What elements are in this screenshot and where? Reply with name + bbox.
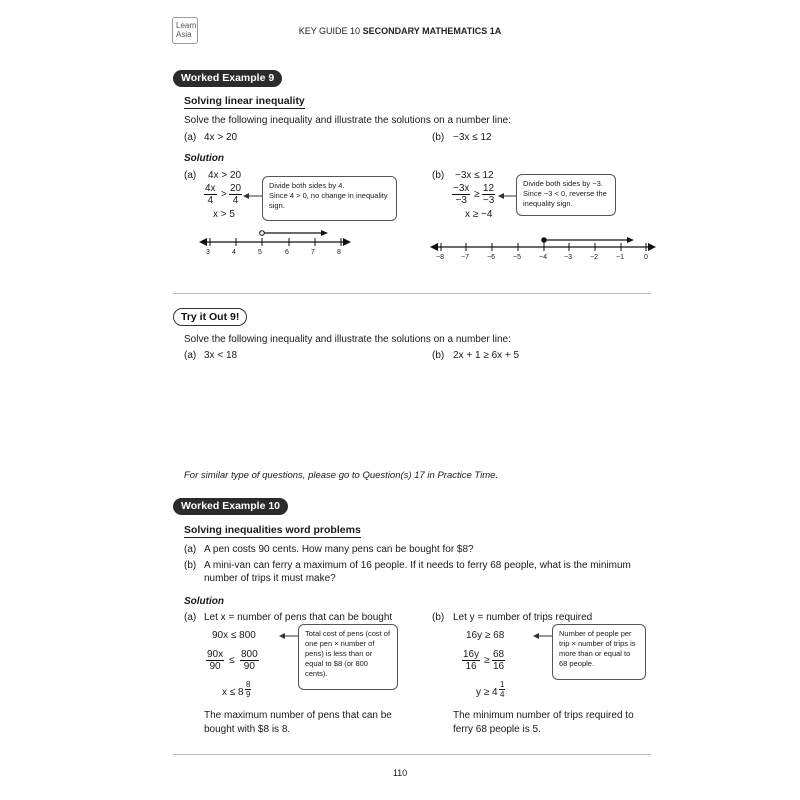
- tick-label: −1: [616, 254, 624, 261]
- we10-b-let: Let y = number of trips required: [453, 612, 593, 623]
- logo-line-2: Asia: [176, 30, 192, 39]
- we9-a-label: (a): [184, 170, 197, 181]
- fraction-numerator: 12: [483, 183, 495, 194]
- tick-label: −5: [513, 254, 521, 261]
- closed-circle-marker: [542, 238, 547, 243]
- callout-text: Divide both sides by −3.: [523, 179, 603, 188]
- try9-instruction: Solve the following inequality and illustrate the solutions on a number line:: [184, 334, 511, 345]
- fraction-numerator: 16y: [463, 649, 480, 660]
- tick-label: 4: [232, 249, 236, 256]
- we10-b-fraction-right: [492, 649, 505, 672]
- worked-example-9-badge: Worked Example 9: [173, 70, 282, 87]
- key-guide-label: KEY GUIDE 10: [298, 26, 361, 36]
- tick-label: 7: [311, 249, 315, 256]
- fraction-denominator: −3: [482, 195, 495, 206]
- we9-b-operator: ≥: [474, 189, 480, 200]
- we10-b-fraction-left: [462, 649, 480, 672]
- tick-label: 0: [644, 254, 648, 261]
- we10-b-callout: Number of people per trip × number of trips is more than or equal to 68 people.: [552, 624, 646, 680]
- we9-a-result: x > 5: [213, 209, 235, 220]
- book-title: SECONDARY MATHEMATICS 1A: [362, 26, 502, 36]
- callout-text: Divide both sides by 4.: [269, 181, 345, 190]
- we9-question-a-label: (a): [184, 132, 197, 143]
- we9-b-result: x ≥ −4: [465, 209, 493, 220]
- we9-a-line1: 4x > 20: [208, 170, 242, 181]
- we10-question-b-line2: number of trips it must make?: [204, 573, 336, 584]
- we10-a-fraction-right: [240, 649, 259, 672]
- fraction-denominator: −3: [455, 195, 467, 206]
- tick-label: −3: [564, 254, 572, 261]
- we9-solution-label: Solution: [184, 153, 224, 164]
- fraction-numerator: −3x: [453, 183, 470, 194]
- fraction-denominator: 4: [207, 195, 214, 206]
- we10-question-b-line1: A mini-van can ferry a maximum of 16 people. If it needs to ferry 68 people, what is the minimum: [204, 560, 631, 571]
- tick-label: 8: [337, 249, 341, 256]
- we9-subtitle: Solving linear inequality: [184, 95, 305, 107]
- practice-reference: For similar type of questions, please go to Question(s) 17 in Practice Time.: [184, 470, 499, 481]
- tick-label: 5: [258, 249, 262, 256]
- we10-b-result: y ≥ 4: [476, 687, 498, 698]
- fraction-denominator: 9: [246, 690, 251, 699]
- tick-label: 6: [285, 249, 289, 256]
- fraction-denominator: 16: [465, 661, 477, 672]
- page-number: 110: [392, 768, 408, 778]
- tick-label: −2: [590, 254, 598, 261]
- we10-a-result-fraction: [245, 680, 251, 699]
- we10-question-b-label: (b): [184, 560, 197, 571]
- we10-b-operator: ≥: [484, 655, 490, 666]
- we10-a-callout: Total cost of pens (cost of one pen × number of pens) is less than or equal to $8 (or 800 cents).: [298, 624, 398, 690]
- footer-divider: [173, 754, 651, 755]
- we10-b-result-fraction: [499, 680, 505, 699]
- try9-question-a: 3x < 18: [204, 350, 238, 361]
- we9-question-a: 4x > 20: [204, 132, 238, 143]
- logo-line-1: Learn: [176, 21, 197, 30]
- we10-question-a-label: (a): [184, 544, 197, 555]
- fraction-denominator: 90: [209, 661, 221, 672]
- fraction-numerator: 800: [241, 649, 258, 660]
- section-divider: [173, 293, 651, 294]
- tick-label: −4: [539, 254, 547, 261]
- fraction-numerator: 68: [493, 649, 505, 660]
- we10-solution-label: Solution: [184, 596, 224, 607]
- callout-text: Since −3 < 0, reverse the inequality sign.: [523, 189, 607, 208]
- we9-question-b-label: (b): [432, 132, 445, 143]
- we10-a-operator: ≤: [229, 655, 235, 666]
- we10-a-label: (a): [184, 612, 197, 623]
- we10-b-line1: 16y ≥ 68: [466, 630, 505, 641]
- try9-question-b: 2x + 1 ≥ 6x + 5: [453, 350, 520, 361]
- tick-label: −7: [461, 254, 469, 261]
- try-it-out-9-badge: Try it Out 9!: [173, 308, 247, 326]
- we10-b-answer-line1: The minimum number of trips required to: [453, 710, 634, 721]
- tick-label: −8: [436, 254, 444, 261]
- callout-text: Since 4 > 0, no change in inequality sign.: [269, 191, 388, 210]
- worked-example-10-badge: Worked Example 10: [173, 498, 288, 515]
- try9-question-a-label: (a): [184, 350, 197, 361]
- fraction-numerator: 4x: [205, 183, 216, 194]
- fraction-numerator: 20: [230, 183, 242, 194]
- we10-a-answer-line2: bought with $8 is 8.: [204, 724, 291, 735]
- fraction-denominator: 4: [232, 195, 239, 206]
- we10-a-answer-line1: The maximum number of pens that can be: [204, 710, 392, 721]
- we10-question-a: A pen costs 90 cents. How many pens can be bought for $8?: [204, 544, 474, 555]
- solution-arrow-icon: [627, 237, 634, 243]
- fraction-numerator: 90x: [207, 649, 224, 660]
- we10-subtitle: Solving inequalities word problems: [184, 524, 361, 536]
- fraction-denominator: 16: [493, 661, 505, 672]
- we9-b-label: (b): [432, 170, 445, 181]
- fraction-numerator: 8: [246, 680, 251, 689]
- tick-label: −6: [487, 254, 495, 261]
- we10-a-line1: 90x ≤ 800: [212, 630, 256, 641]
- we9-question-b: −3x ≤ 12: [453, 132, 492, 143]
- we9-instruction: Solve the following inequality and illustrate the solutions on a number line:: [184, 115, 511, 126]
- we10-a-result: x ≤ 8: [222, 687, 244, 698]
- we10-b-label: (b): [432, 612, 445, 623]
- fraction-denominator: 4: [500, 690, 505, 699]
- fraction-numerator: 1: [500, 680, 505, 689]
- we10-a-fraction-left: [206, 649, 224, 672]
- we9-b-line1: −3x ≤ 12: [455, 170, 494, 181]
- we10-a-let: Let x = number of pens that can be bought: [204, 612, 393, 623]
- we10-b-answer-line2: ferry 68 people is 5.: [453, 724, 541, 735]
- tick-label: 3: [206, 249, 210, 256]
- arrow-right-icon: [648, 243, 656, 251]
- fraction-denominator: 90: [243, 661, 255, 672]
- arrow-left-icon: [430, 243, 438, 251]
- try9-question-b-label: (b): [432, 350, 445, 361]
- we9-a-operator: >: [221, 189, 227, 200]
